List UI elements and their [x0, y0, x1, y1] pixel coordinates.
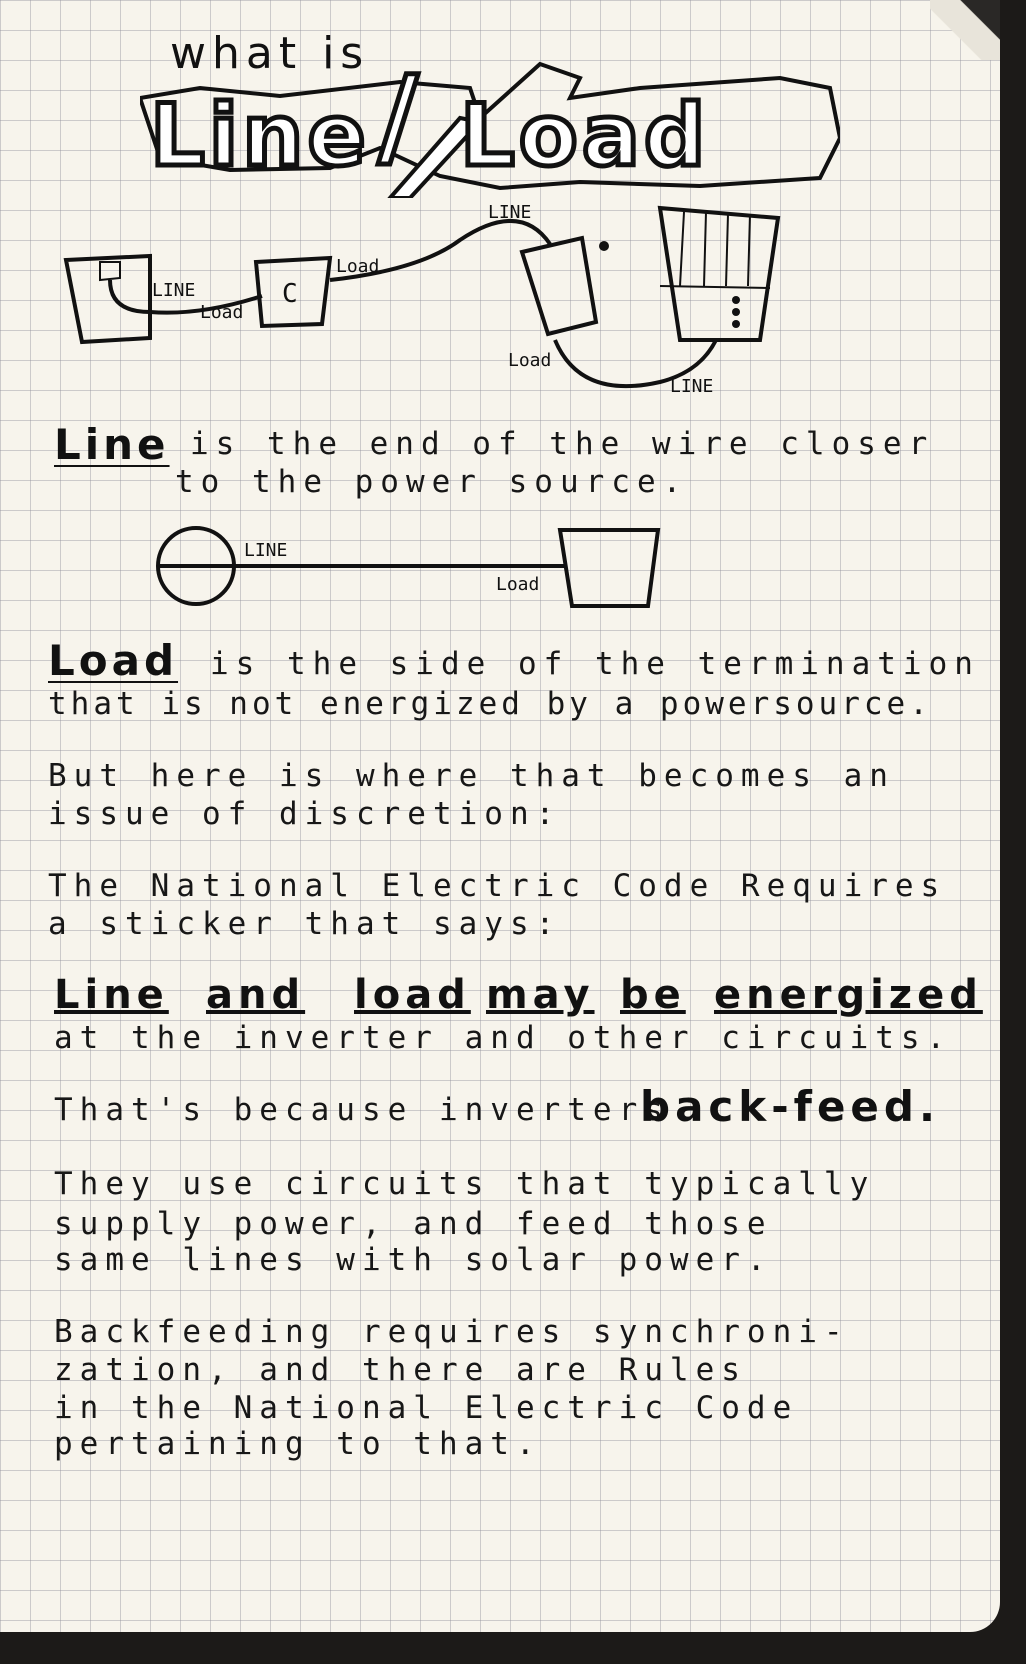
label-line-1: LINE — [152, 280, 196, 301]
load-def-line2: that is not energized by a powersource. — [48, 686, 932, 722]
backfeed-emphasis: back-feed. — [640, 1082, 940, 1131]
title-prefix: what is — [170, 28, 370, 79]
load-box — [560, 530, 658, 606]
load-term: Load — [48, 636, 179, 685]
circuits-line2: supply power, and feed those — [54, 1206, 773, 1242]
title-separator: / — [378, 52, 423, 180]
sticker-word-6: energized — [714, 972, 983, 1018]
sticker-word-5: be — [620, 972, 686, 1018]
line-def-line1: is the end of the wire closer — [190, 426, 935, 462]
label-line-2: LINE — [488, 202, 532, 223]
title-word-line: Line — [150, 86, 370, 186]
sticker-word-3: load — [354, 972, 471, 1018]
circuits-line1: They use circuits that typically — [54, 1166, 876, 1202]
label-load-3: Load — [508, 350, 552, 371]
backfeed-text: That's because inverters — [54, 1092, 670, 1128]
sticker-line2: at the inverter and other circuits. — [54, 1020, 953, 1056]
sticker-word-2: and — [206, 972, 306, 1018]
discretion-line1: But here is where that becomes an — [48, 758, 895, 794]
label-mid-load: Load — [496, 574, 540, 595]
rules-line1: Backfeeding requires synchroni- — [54, 1314, 850, 1350]
label-box-c: C — [282, 279, 298, 309]
label-mid-line: LINE — [244, 540, 288, 561]
sticker-word-4: may — [486, 972, 595, 1018]
power-source-circle — [158, 528, 234, 604]
rules-line3: in the National Electric Code — [54, 1390, 799, 1426]
nec-line2: a sticker that says: — [48, 906, 562, 942]
junction-box — [256, 258, 330, 326]
label-load-1: Load — [200, 302, 244, 323]
label-load-2: Load — [336, 256, 380, 277]
nec-line1: The National Electric Code Requires — [48, 868, 947, 904]
rules-line4: pertaining to that. — [54, 1426, 542, 1462]
rules-line2: zation, and there are Rules — [54, 1352, 747, 1388]
line-term: Line — [54, 420, 170, 469]
line-def-line2: to the power source. — [175, 464, 689, 500]
panel-box — [66, 256, 150, 342]
inverter-box — [660, 208, 778, 340]
discretion-line2: issue of discretion: — [48, 796, 562, 832]
page-curl — [930, 0, 1000, 60]
switch-box — [522, 238, 596, 334]
title-word-load: Load — [460, 86, 710, 186]
sticker-word-1: Line — [54, 972, 169, 1018]
circuits-line3: same lines with solar power. — [54, 1242, 773, 1278]
label-line-3: LINE — [670, 376, 714, 397]
load-def-line1: is the side of the termination — [210, 646, 980, 682]
